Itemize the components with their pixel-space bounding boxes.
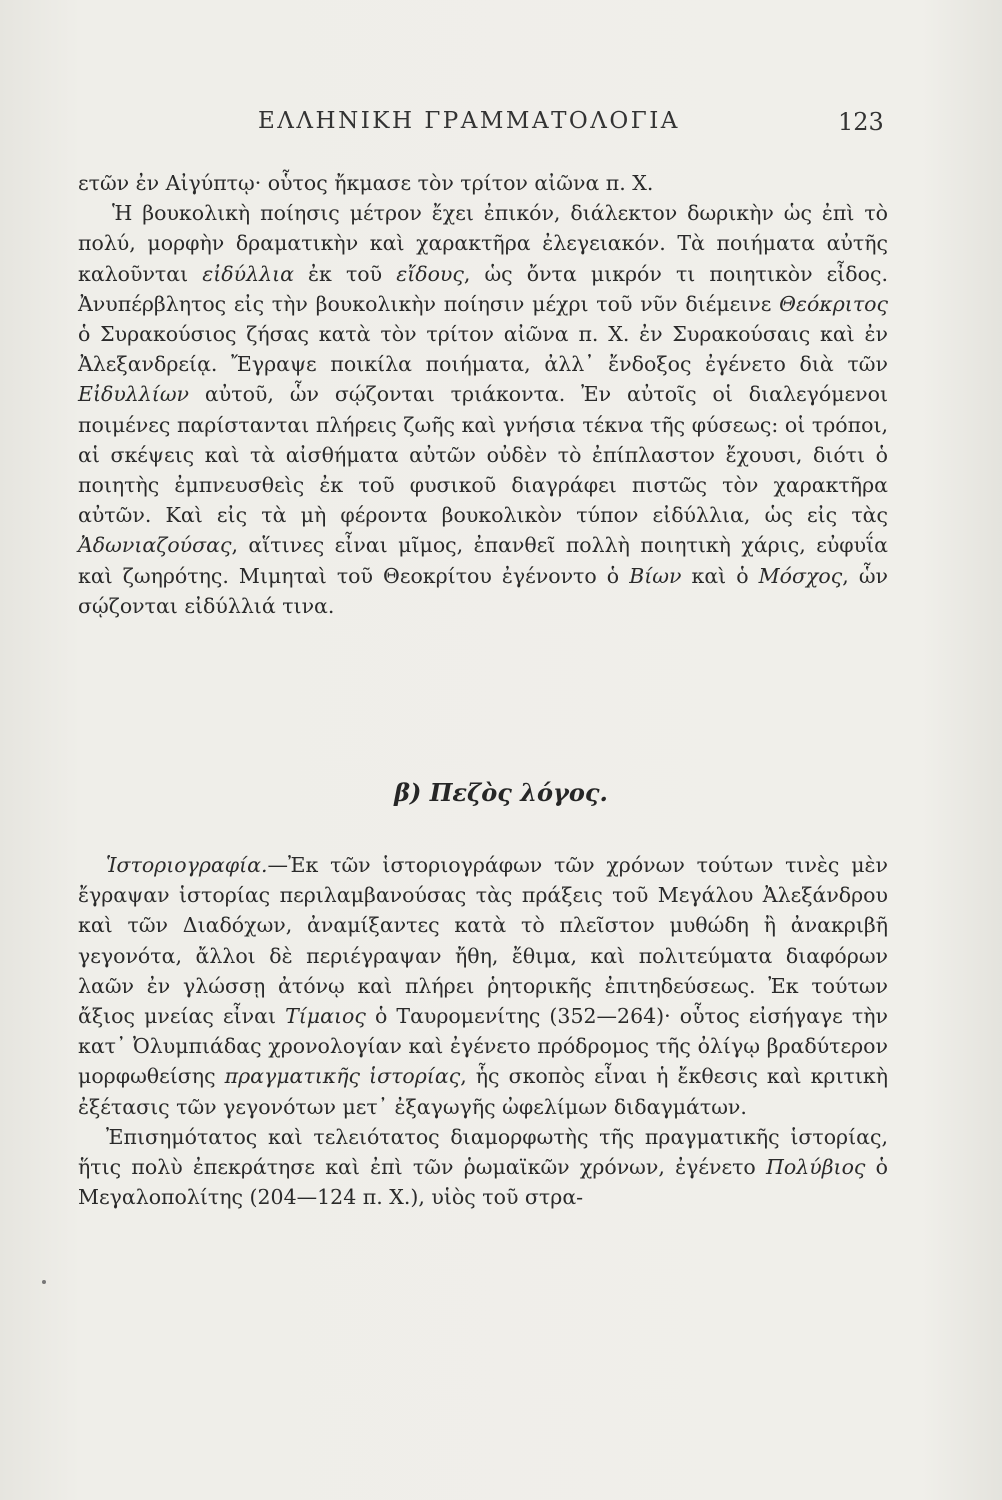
page-number: 123 [838,108,884,136]
text-run: , ὧν σῴζονται εἰδύλλιά τινα. [78,563,888,618]
italic-term: πραγματικῆς ἱστορίας [224,1064,461,1089]
italic-term: Πολύβιος [766,1155,866,1180]
ink-speck [42,1280,46,1284]
running-head [0,108,1002,144]
text-run: , αἵτινες εἶναι μῖμος, ἐπανθεῖ πολλὴ ποιητικὴ χάρις, εὐφυΐα καὶ ζωηρότης. Μιμηταὶ τοῦ Θεοκρίτου ἐγένοντο ὁ [78,533,888,588]
italic-term: Μόσχος [758,563,843,588]
paragraph-bucolic-poetry [78,198,888,621]
text-run: —Ἐκ τῶν ἱστοριογράφων τῶν χρόνων τούτων τινὲς μὲν ἔγραψαν ἱστορίας περιλαμβανούσας τὰς πράξεις τοῦ Μεγάλου Ἀλεξάνδρου καὶ τῶν Διαδόχων, ἀναμίξαντες κατὰ τὸ πλεῖστον μυθώδη ἢ ἀνακριβῆ γεγονότα, ἄλλοι δὲ περιέγραψαν ἤθη, ἔθιμα, καὶ πολιτεύματα διαφόρων λαῶν ἐν γλώσσῃ ἀτόνῳ καὶ πλήρει ῥητορικῆς ἐπιτηδεύσεως. Ἐκ τούτων ἄξιος μνείας εἶναι [78,853,888,1029]
body-text-section-1 [78,168,888,621]
text-run: ὁ Μεγαλοπολίτης (204—124 π. Χ.), υἱὸς τοῦ στρα- [78,1155,888,1210]
italic-term: Ἀδωνιαζούσας [78,533,232,558]
paragraph-continuation: ετῶν ἐν Αἰγύπτῳ· οὗτος ἤκμασε τὸν τρίτον αἰῶνα π. Χ. [78,171,654,195]
italic-term: εἴδους [396,261,464,286]
text-run: ὁ Ταυρομενίτης (352—264)· οὗτος εἰσήγαγε τὴν κατ᾽ Ὀλυμπιάδας χρονολογίαν καὶ ἐγένετο πρόδρομος τῆς ὀλίγῳ βραδύτερον μορφωθείσης [78,1004,888,1089]
italic-term: εἰδύλλια [202,261,294,286]
running-title: ΕΛΛΗΝΙΚΗ ΓΡΑΜΜΑΤΟΛΟΓΙΑ [258,108,680,134]
italic-term: Εἰδυλλίων [78,382,190,407]
italic-term: Θεόκριτος [779,291,888,316]
section-subheading: β) Πεζὸς λόγος. [394,778,608,807]
italic-term: Τίμαιος [285,1004,366,1029]
text-run: καὶ ὁ [681,563,759,588]
text-run: ἐκ τοῦ [293,261,397,286]
paragraph-historiography [78,850,888,1122]
text-run: ὁ Συρακούσιος ζήσας κατὰ τὸν τρίτον αἰῶνα π. Χ. ἐν Συρακούσαις καὶ ἐν Ἀλεξανδρείᾳ. Ἔγραψε ποικίλα ποιήματα, ἀλλ᾽ ἔνδοξος ἐγένετο διὰ τῶν [78,322,888,377]
italic-term: Βίων [629,563,682,588]
text-run: Ἡ βουκολικὴ ποίησις μέτρον ἔχει ἐπικόν, διάλεκτον δωρικὴν ὡς ἐπὶ τὸ πολύ, μορφὴν δραματικὴν καὶ χαρακτῆρα ἐλεγειακόν. Τὰ ποιήματα αὐτῆς καλοῦνται [78,201,888,286]
body-text-section-2 [78,850,888,1212]
text-run: , ἧς σκοπὸς εἶναι ἡ ἔκθεσις καὶ κριτικὴ ἐξέτασις τῶν γεγονότων μετ᾽ ἐξαγωγῆς ὠφελίμων διδαγμάτων. [78,1064,888,1119]
text-run: , ὡς ὄντα μικρόν τι ποιητικὸν εἶδος. Ἀνυπέρβλητος εἰς τὴν βουκολικὴν ποίησιν μέχρι τοῦ νῦν διέμεινε [78,261,888,316]
text-run: Ἐπισημότατος καὶ τελειότατος διαμορφωτὴς τῆς πραγματικῆς ἱστορίας, ἥτις πολὺ ἐπεκράτησε καὶ ἐπὶ τῶν ῥωμαϊκῶν χρόνων, ἐγένετο [78,1124,888,1180]
italic-term: Ἱστοριογραφία. [106,853,268,877]
paragraph-polybius [78,1122,888,1213]
text-run: αὐτοῦ, ὧν σῴζονται τριάκοντα. Ἐν αὐτοῖς οἱ διαλεγόμενοι ποιμένες παρίστανται πλήρεις ζωῆς καὶ γνήσια τέκνα τῆς φύσεως: οἱ τρόποι, αἱ σκέψεις καὶ τὰ αἰσθήματα αὐτῶν οὐδὲν τὸ ἐπίπλαστον ἔχουσι, διότι ὁ ποιητὴς ἐμπνευσθεὶς ἐκ τοῦ φυσικοῦ διαγράφει πιστῶς τὸν χαρακτῆρα αὐτῶν. Καὶ εἰς τὰ μὴ φέροντα βουκολικὸν τύπον εἰδύλλια, ὡς εἰς τὰς [78,382,888,528]
